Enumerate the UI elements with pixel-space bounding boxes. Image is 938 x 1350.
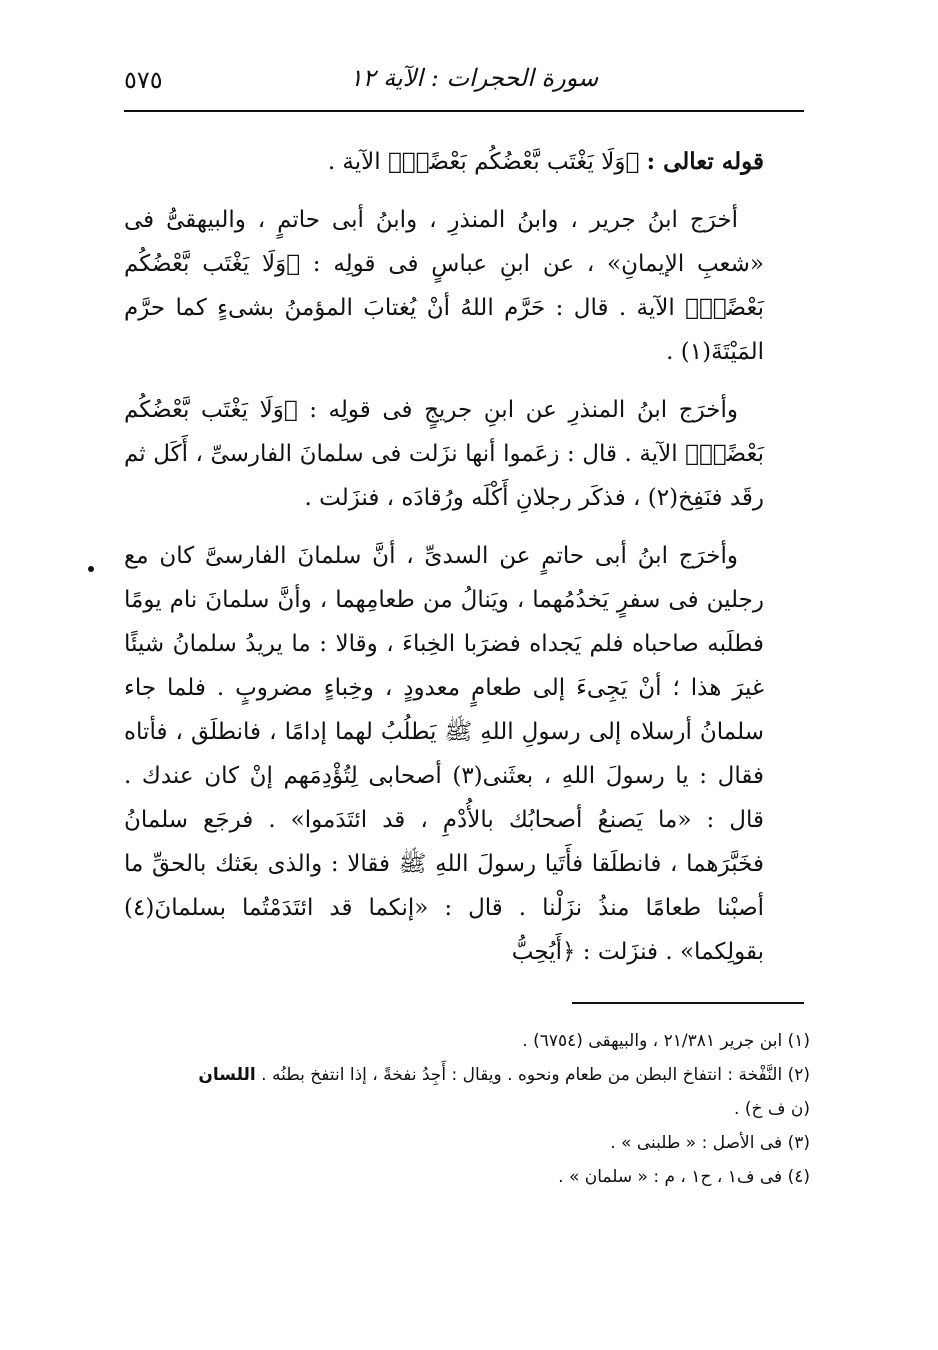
running-header [124, 62, 804, 102]
verse-heading-label: قوله تعالى : [646, 148, 764, 175]
header-divider [124, 110, 804, 112]
footnotes [124, 1024, 810, 1194]
surah-title: سورة الحجرات : الآية ١٢ [349, 64, 599, 92]
footnote-2-continuation: (ن ف خ) . [734, 1099, 810, 1119]
paragraph-1: أخرَج ابنُ جرير ، وابنُ المنذرِ ، وابنُ أبى حاتمٍ ، والبيهقىُّ فى «شعبِ الإيمانِ» ، عن ابنِ عباسٍ فى قولِه : ﴿وَلَا يَغْتَب بَّعْضُكُم بَعْضًاۚ﴾ الآية . قال : حَرَّم اللهُ أنْ يُغتابَ المؤمنُ بشىءٍ كما حرَّم المَيْتَةَ(١) . [124, 207, 764, 365]
verse-heading-text: ﴿وَلَا يَغْتَب بَّعْضُكُم بَعْضًاۚ﴾ الآية . [327, 149, 640, 175]
footnote-3: (٣) فى الأصل : « طلبنى » . [610, 1133, 810, 1153]
footnote-2 [124, 1058, 810, 1126]
margin-mark [88, 566, 94, 572]
footnote-2-text: (٢) النَّفْخة : انتفاخ البطن من طعام ونحوه . ويقال : أَجِدُ نفخةً ، إذا انتفخ بطنُه . [261, 1065, 810, 1085]
verse-heading [124, 140, 764, 184]
footnote-1: (١) ابن جرير ٢١/٣٨١ ، والبيهقى (٦٧٥٤) . [522, 1031, 810, 1051]
footnote-2-source: اللسان [198, 1065, 256, 1085]
footnote-4: (٤) فى ف١ ، ح١ ، م : « سلمان » . [558, 1167, 810, 1187]
page-number: ٥٧٥ [124, 66, 163, 94]
paragraph-3: وأخرَج ابنُ أبى حاتمٍ عن السدىِّ ، أنَّ سلمانَ الفارسىَّ كان مع رجلين فى سفرٍ يَخدُمُهما ، ويَنالُ من طعامِهما ، وأنَّ سلمانَ نام يومًا فطلَبه صاحباه فلم يَجداه فضرَبا الخِباءَ ، وقالا : ما يريدُ سلمانُ شيئًا غيرَ هذا ؛ أنْ يَجِىءَ إلى طعامٍ معدودٍ ، وخِباءٍ مضروبٍ . فلما جاء سلمانُ أرسلاه إلى رسولِ اللهِ ﷺ يَطلُبُ لهما إدامًا ، فانطلَق ، فأتاه فقال : يا رسولَ اللهِ ، بعثَنى(٣) أصحابى لِتُؤْدِمَهم إنْ كان عندك . قال : «ما يَصنعُ أصحابُك بالأُدْمِ ، قد ائتَدَموا» . فرجَع سلمانُ فخَبَّرَهما ، فانطلَقا فأَتَيا رسولَ اللهِ ﷺ فقالا : والذى بعَثك بالحقِّ ما أصبْنا طعامًا منذُ نزَلْنا . قال : «إنكما قد ائتَدَمْتُما بسلمانَ(٤) بقولِكما» . فنزَلت : ﴿أَيُحِبُّ [124, 543, 765, 965]
paragraph-2: وأخرَج ابنُ المنذرِ عن ابنِ جريجٍ فى قولِه : ﴿وَلَا يَغْتَب بَّعْضُكُم بَعْضًاۚ﴾ الآية . قال : زعَموا أنها نزَلت فى سلمانَ الفارسىِّ ، أَكَل ثم رقَد فنَفِخ(٢) ، فذكَر رجلانِ أَكْلَه ورُقادَه ، فنزَلت . [124, 397, 764, 511]
main-text [124, 140, 764, 988]
footnote-divider [572, 1002, 804, 1004]
